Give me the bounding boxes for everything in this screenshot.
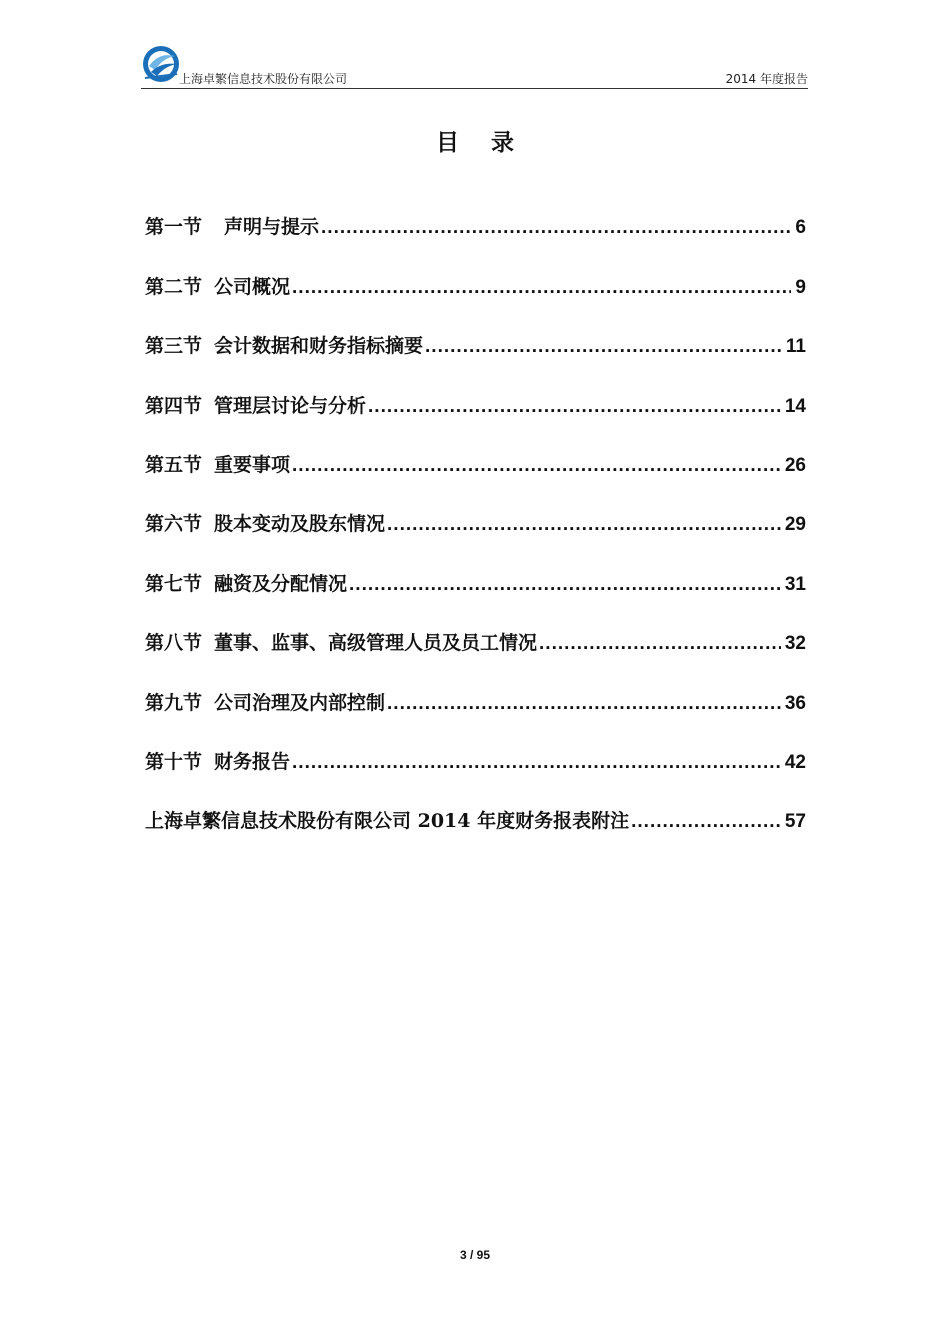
toc-section-title: 公司治理及内部控制 [214, 691, 386, 714]
toc-page-number: 31 [784, 573, 806, 595]
toc-page-number: 14 [784, 395, 806, 417]
toc-entry-5[interactable] [145, 418, 806, 477]
toc-entry-7[interactable] [145, 536, 806, 595]
toc-entry-8[interactable] [145, 596, 806, 655]
toc-dot-leader [631, 811, 781, 833]
toc-entry-1[interactable] [145, 180, 806, 239]
toc-dot-leader [292, 455, 781, 477]
toc-dot-leader [425, 336, 782, 358]
toc-section-number: 第一节 [145, 216, 203, 239]
toc-entry-9[interactable] [145, 655, 806, 714]
header-report-title: 2014 年度报告 [725, 72, 808, 86]
toc-section-number: 第六节 [145, 513, 203, 536]
table-of-contents [145, 180, 806, 833]
toc-dot-leader [387, 514, 781, 536]
toc-section-number: 第八节 [145, 632, 203, 655]
toc-entry-3[interactable] [145, 299, 806, 358]
toc-entry-10[interactable] [145, 715, 806, 774]
toc-page-number: 32 [784, 633, 806, 655]
toc-page-number: 36 [784, 692, 806, 714]
toc-page-number: 26 [784, 454, 806, 476]
toc-section-number: 第二节 [145, 275, 203, 298]
toc-page-number: 11 [785, 336, 806, 358]
toc-section-title: 融资及分配情况 [214, 572, 348, 595]
toc-section-number: 第七节 [145, 572, 203, 595]
toc-section-title: 董事、监事、高级管理人员及员工情况 [214, 632, 538, 655]
toc-dot-leader [321, 217, 791, 239]
header-company-name: 上海卓繁信息技术股份有限公司 [179, 72, 348, 86]
toc-section-title: 管理层讨论与分析 [214, 394, 367, 417]
page-header [141, 44, 808, 90]
toc-section-number: 第三节 [145, 335, 203, 358]
toc-dot-leader [368, 396, 781, 418]
toc-page-number: 29 [784, 514, 806, 536]
header-rule [141, 88, 808, 89]
toc-section-title: 公司概况 [214, 275, 291, 298]
page-title: 目 录 [435, 130, 526, 156]
toc-section-number: 第九节 [145, 691, 203, 714]
toc-section-title: 声明与提示 [224, 216, 320, 239]
toc-entry-11[interactable] [145, 774, 806, 833]
toc-page-number: 9 [795, 276, 806, 298]
toc-section-number: 第四节 [145, 394, 203, 417]
toc-page-number: 57 [784, 811, 806, 833]
company-logo-icon [141, 44, 181, 84]
toc-section-number: 第十节 [145, 750, 203, 773]
toc-section-title: 重要事项 [214, 453, 291, 476]
toc-dot-leader [349, 574, 781, 596]
toc-page-number: 42 [784, 751, 806, 773]
toc-dot-leader [387, 693, 781, 715]
toc-entry-6[interactable] [145, 477, 806, 536]
toc-section-title: 股本变动及股东情况 [214, 513, 386, 536]
toc-dot-leader [292, 752, 781, 774]
toc-section-title: 会计数据和财务指标摘要 [214, 335, 424, 358]
toc-section-number: 第五节 [145, 453, 203, 476]
toc-entry-2[interactable] [145, 239, 806, 298]
toc-section-title: 财务报告 [214, 750, 291, 773]
toc-dot-leader [539, 633, 781, 655]
toc-dot-leader [292, 277, 791, 299]
toc-section-title: 上海卓繁信息技术股份有限公司 2014 年度财务报表附注 [145, 810, 630, 833]
page-number-footer: 3 / 95 [459, 1248, 491, 1262]
toc-page-number: 6 [795, 217, 806, 239]
toc-entry-4[interactable] [145, 358, 806, 417]
